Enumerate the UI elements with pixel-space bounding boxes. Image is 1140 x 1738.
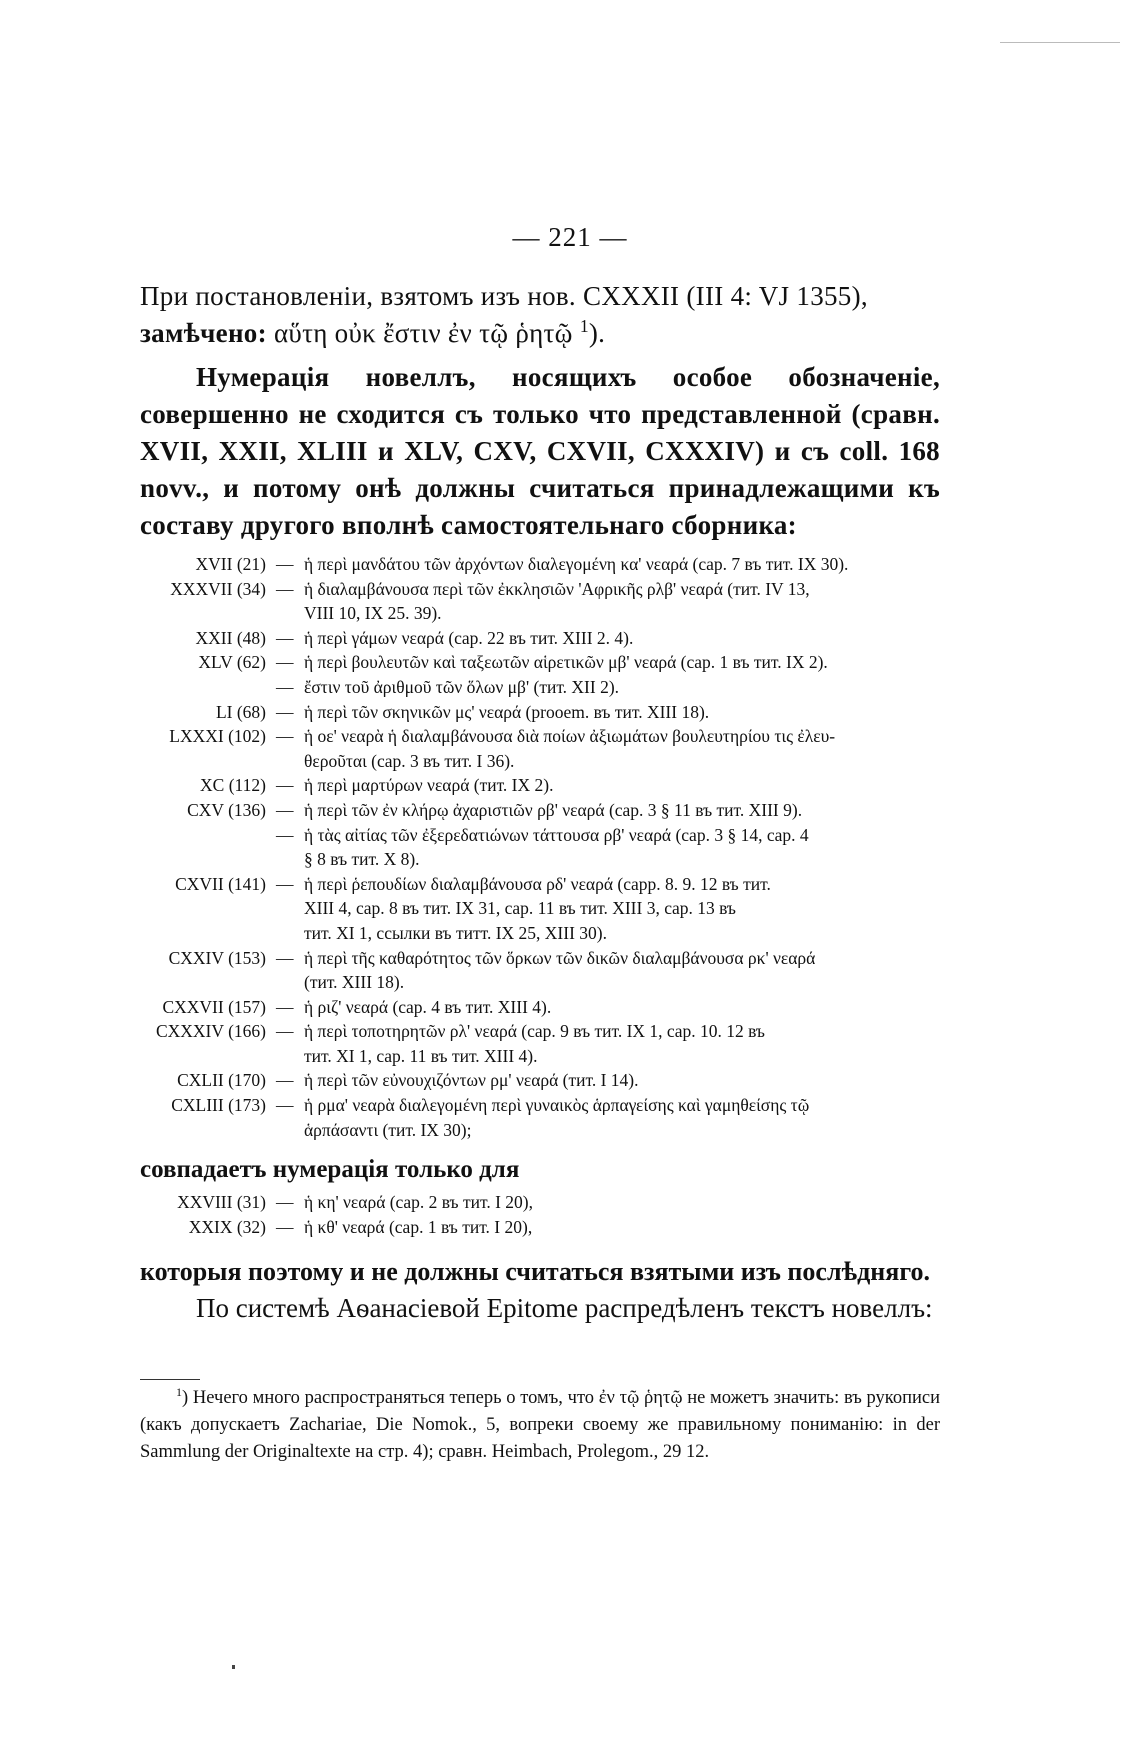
list-text: ἡ οε' νεαρὰ ἡ διαλαμβάνουσα διὰ ποίων ἀξιωμάτων βουλευτηρίου τις ἐλευ- — [304, 726, 836, 747]
novella-number: LXXXI (102) — [169, 726, 266, 747]
list-item — [128, 675, 948, 700]
paragraph-3: По системѣ Аѳанасіевой Epitome распредѣленъ текстъ новеллъ: — [196, 1293, 933, 1323]
list-text: ἡ περὶ τῶν εὐνουχιζόντων ρμ' νεαρά (тит. I 14). — [304, 1070, 639, 1091]
list-dash: — — [276, 1021, 294, 1042]
list-dash: — — [276, 775, 294, 796]
list-item — [128, 896, 948, 921]
list-item — [128, 749, 948, 774]
novella-number — [128, 823, 276, 848]
list-item — [128, 921, 948, 946]
list-text: ἡ περὶ ῥεπουδίων διαλαμβάνουσα ρδ' νεαρά (capp. 8. 9. 12 въ тит. — [304, 873, 771, 894]
list-item — [128, 773, 948, 798]
scan-edge-line — [1000, 42, 1120, 43]
novella-number: XC (112) — [200, 775, 266, 796]
list-dash: — — [276, 676, 294, 697]
page-number: 221 — [548, 222, 592, 252]
list-dash: — — [276, 1095, 294, 1116]
novella-number: LI (68) — [215, 701, 266, 722]
novella-number — [128, 896, 276, 921]
list-text: ἡ περὶ τῆς καθαρότητος τῶν ὅρκων τῶν δικῶν διαλαμβάνουσα ρκ' νεαρά — [304, 947, 816, 968]
list-dash: — — [276, 701, 294, 722]
list-dash: — — [276, 873, 294, 894]
list-text: ἡ περὶ μανδάτου τῶν ἀρχόντων διαλεγομένη κα' νεαρά (cap. 7 въ тит. IX 30). — [304, 554, 849, 574]
list-dash — [276, 847, 304, 872]
list-dash — [276, 921, 304, 946]
list-text: § 8 въ тит. X 8). — [304, 849, 420, 870]
coinciding-list — [128, 1190, 948, 1240]
list-text: ἔστιν τοῦ ἀριθμοῦ τῶν ὅλων μβ' (тит. XII 2). — [304, 676, 620, 697]
list-item — [128, 626, 948, 651]
coincides-heading: совпадаетъ нумерація только для — [140, 1156, 520, 1183]
list-item — [128, 823, 948, 848]
novella-number: XXII (48) — [195, 627, 266, 648]
list-item — [128, 872, 948, 897]
list-text: тит. XI 1, cap. 11 въ тит. XIII 4). — [304, 1045, 538, 1066]
list-text: VIII 10, IX 25. 39). — [304, 603, 442, 624]
list-dash: — — [276, 1192, 294, 1212]
list-text: ἡ τὰς αἰτίας τῶν ἐξερεδατιώνων τάττουσα ρβ' νεαρά (cap. 3 § 14, cap. 4 — [304, 824, 809, 845]
list-item — [128, 1019, 948, 1044]
list-text: (тит. XIII 18). — [304, 972, 405, 993]
novella-number: CXXXIV (166) — [155, 1021, 266, 1042]
footnote-ref[interactable]: 1 — [579, 316, 589, 336]
list-dash — [276, 601, 304, 626]
scan-speck — [232, 1665, 235, 1669]
list-dash — [276, 1044, 304, 1069]
novella-number: CXXVII (157) — [162, 996, 266, 1017]
list-dash: — — [276, 578, 294, 599]
footnote — [140, 1385, 940, 1466]
list-text: ἡ περὶ μαρτύρων νεαρά (тит. IX 2). — [304, 775, 554, 796]
list-dash: — — [276, 1217, 294, 1237]
para1-line1: При постановленіи, взятомъ изъ нов. CXXXII (III 4: VJ 1355), — [140, 281, 868, 311]
novella-number: CXXIV (153) — [168, 947, 266, 968]
list-item — [128, 577, 948, 602]
novella-number — [128, 675, 276, 700]
list-text: ἡ περὶ τῶν ἐν κλήρῳ ἀχαριστιῶν ρβ' νεαρά (cap. 3 § 11 въ тит. XIII 9). — [304, 799, 803, 820]
list-text: ἡ περὶ βουλευτῶν καὶ ταξεωτῶν αἱρετικῶν μβ' νεαρά (cap. 1 въ тит. IX 2). — [304, 652, 828, 673]
list-item — [128, 724, 948, 749]
list-item — [128, 798, 948, 823]
list-dash: — — [276, 726, 294, 747]
list-dash: — — [276, 996, 294, 1017]
para1-prefix: замѣчено: — [140, 318, 274, 348]
list-dash — [276, 1118, 304, 1143]
list-dash: — — [276, 652, 294, 673]
list-text: ἡ περὶ γάμων νεαρά (cap. 22 въ тит. XIII 2. 4). — [304, 627, 634, 648]
footnote-text: ) Нечего много распространяться теперь о томъ, что ἐν τῷ ῥητῷ не можетъ значить: въ рукописи (какъ допускаетъ Zachariae, Die Nomok., 5, вопреки своему же правильному пониманію: in der Sammlung der Originaltexte на стр. 4); сравн. Heimbach, Prolegom., 29 12. — [140, 1388, 940, 1462]
novella-number — [128, 1118, 276, 1143]
list-item — [128, 1044, 948, 1069]
list-dash: — — [276, 799, 294, 820]
novella-number — [128, 601, 276, 626]
list-item — [128, 1215, 948, 1240]
list-text: тит. XI 1, ссылки въ титт. IX 25, XIII 30). — [304, 922, 607, 943]
list-text: ἡ ρμα' νεαρὰ διαλεγομένη περὶ γυναικὸς ἁρπαγείσης καὶ γαμηθείσης τῷ — [304, 1095, 810, 1116]
list-dash: — — [276, 554, 294, 574]
paragraph-2: Нумерація новеллъ, носящихъ особое обозначеніе, совершенно не сходится съ только что представленной (сравн. XVII, XXII, XLIII и XLV, CXV, CXVII, CXXXIV) и съ coll. 168 novv., и потому онѣ должны считаться принадлежащими къ составу другого вполнѣ самостоятельнаго сборника: — [140, 362, 940, 540]
list-text: ἡ διαλαμβάνουσα περὶ τῶν ἐκκλησιῶν 'Αφρικῆς ρλβ' νεαρά (тит. IV 13, — [304, 578, 810, 599]
list-item — [128, 601, 948, 626]
list-item — [128, 1118, 948, 1143]
novella-number — [128, 847, 276, 872]
novella-number — [128, 749, 276, 774]
list-dash: — — [276, 947, 294, 968]
novella-number: CXLII (170) — [177, 1070, 266, 1091]
footnote-rule — [140, 1379, 200, 1380]
novella-number: XLV (62) — [198, 652, 266, 673]
novella-number: CXLIII (173) — [171, 1095, 266, 1116]
novella-number — [128, 970, 276, 995]
list-text: ἁρπάσαντι (тит. IX 30); — [304, 1119, 472, 1140]
para1-suffix: ). — [588, 318, 606, 348]
novella-number — [128, 1044, 276, 1069]
list-text: ἡ κθ' νεαρά (cap. 1 въ тит. I 20), — [304, 1217, 533, 1237]
list-text: θεροῦται (cap. 3 въ тит. I 36). — [304, 750, 515, 771]
list-item — [128, 650, 948, 675]
list-item — [128, 1190, 948, 1215]
list-dash — [276, 749, 304, 774]
novella-number: XVII (21) — [195, 554, 266, 574]
list-text: ἡ κη' νεαρά (cap. 2 въ тит. I 20), — [304, 1192, 533, 1212]
list-item — [128, 552, 948, 577]
list-dash: — — [276, 1070, 294, 1091]
list-item — [128, 946, 948, 971]
list-dash: — — [276, 627, 294, 648]
list-item — [128, 970, 948, 995]
novella-number: CXVII (141) — [175, 873, 266, 894]
novella-number: XXVIII (31) — [177, 1192, 266, 1212]
para1-greek: αὕτη οὐκ ἔστιν ἐν τῷ ῥητῷ — [273, 318, 580, 348]
novella-list — [128, 552, 948, 1142]
list-text: ἡ περὶ τῶν σκηνικῶν μς' νεαρά (prooem. въ тит. XIII 18). — [304, 701, 710, 722]
list-item — [128, 1068, 948, 1093]
novella-number: CXV (136) — [187, 799, 266, 820]
list-text: XIII 4, cap. 8 въ тит. IX 31, cap. 11 въ тит. XIII 3, cap. 13 въ — [304, 898, 736, 919]
page-number-line: — 221 — — [512, 222, 628, 252]
list-item — [128, 1093, 948, 1118]
list-dash — [276, 896, 304, 921]
list-text: ἡ ριζ' νεαρά (cap. 4 въ тит. XIII 4). — [304, 996, 552, 1017]
footnote-marker: 1 — [176, 1384, 183, 1399]
list-text: ἡ περὶ τοποτηρητῶν ρλ' νεαρά (cap. 9 въ тит. IX 1, cap. 10. 12 въ — [304, 1021, 765, 1042]
list-item — [128, 700, 948, 725]
list-item — [128, 847, 948, 872]
conclusion-line: которыя поэтому и не должны считаться взятыми изъ послѣдняго. — [140, 1257, 930, 1286]
list-dash: — — [276, 824, 294, 845]
novella-number: XXXVII (34) — [170, 578, 266, 599]
list-item — [128, 995, 948, 1020]
novella-number: XXIX (32) — [188, 1217, 266, 1237]
list-dash — [276, 970, 304, 995]
paragraph-1 — [140, 278, 940, 352]
novella-number — [128, 921, 276, 946]
